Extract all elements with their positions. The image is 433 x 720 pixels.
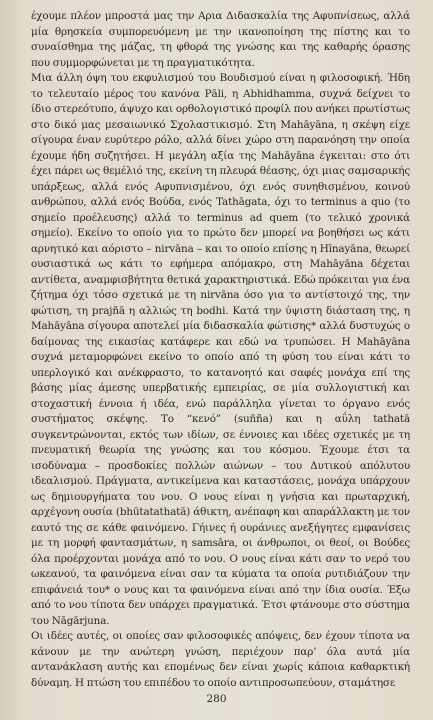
paragraph-2: Μια άλλη όψη του εκφυλισμού του Βουδισμού είναι η φιλοσοφική. Ήδη το τελευταίο μέρος του κανόνα Pāli, η Abhidhamma, συχνά δείχνει το ίδιο στερεότυπο, άψυχο και ορθολογιστικό προφίλ που ανήκει πρωτίστως στο δικό μας μεσαιωνικό Σχολαστικισμό. Στη Mahāyāna, η σκέψη είχε σίγουρα έναν ευρύτερο ρόλο, αλλά δίνει χώρο στη παρανόηση την οποία έχουμε ήδη συζητήσει. Η μεγάλη αξία της Mahāyāna έγκειται: στο ότι έχει πάρει ως θεμέλιό της, εκείνη τη πλευρά θέασης, όχι μιας σαμσαρικής υπάρξεως, αλλά ενός Αφυπνισμένου, όχι ενός συνηθισμένου, κοινού ανθρώπου, αλλά ενός Βούδα, ενός Tathāgata, όχι το terminus a quo (το σημείο προέλευσης) αλλά το terminus ad quem (το τελικό χρονικά σημείο). Εκείνο το οποίο για το πρώτο δεν μπορεί να βοηθήσει ως κάτι αρνητικό και αόριστο – nirvāna – και το οποίο επίσης η Hīnayāna, θεωρεί ουσιαστικά ως κάτι το εφήμερα απόμακρο, στη Mahāyāna δέχεται αντίθετα, αναμφισβήτητα θετικά χαρακτηριστικά. Εδώ πρόκειται για ένα ζήτημα όχι τόσο σχετικά με τη nirvāna όσο για το αντίστοιχό της, την φώτιση, τη prajñā η αλλιώς τη bodhi. Κατά την ύψιστη διάσταση της, η Mahāyāna σίγουρα αποτελεί μία διδασκαλία φώτισης* αλλά δυστυχώς ο δαίμονας της εικασίας κατάφερε και εδώ να τρυπώσει. Η Mahāyāna συχνά μεταμορφώνει εκείνο το οποίο από τη φύση του είναι κάτι το υπερλογικό και ανέκφραστο, το κατανοητό και σαφές μονάχα επί της βάσης μίας άμεσης υπερβατικής εμπειρίας, σε μία συλλογιστική και στοχαστική έννοια ή ιδέα, ενώ παράλληλα γίνεται το όργανο ενός συστήματος σκέψης. Το “κενό” (suñña) και η αΰλη tathatā συγκεντρώνονται, εκτός των ιδίων, σε έννοιες και ιδέες σχετικές με τη πνευματική θεωρία της γνώσης και του κόσμου. Έχουμε έτσι τα ισοδύναμα – προσδοκίες πολλών αιώνων – του Δυτικού απόλυτου ιδεαλισμού. Πράγματα, αντικείμενα και καταστάσεις, μονάχα υπάρχουν ως δημιουργήματα του νου. Ο νους είναι η γνήσια και πρωταρχική, αρχέγονη ουσία (bhūtatathatā) άθικτη, ανέπαφη και απαράλλακτη με τον εαυτό της σε κάθε φαινόμενο. Γήινες ή ουράνιες ανεξήγητες εμφανίσεις με τη μορφή φαντασμάτων, η samsāra, οι άνθρωποι, οι θεοί, οι Βούδες όλα προέρχονται μονάχα από το νου. Ο νους είναι κάτι σαν το νερό του ωκεανού, τα φαινόμενα είναι σαν τα κύματα τα οποία ρυτιδιάζουν την επιφάνειά του* ο νους και τα φαινόμενα είναι από την ίδια ουσία. Έξω από το νου τίποτα δεν υπάρχει πραγματικά. Έτσι φτάνουμε στο σύστημα του Nāgārjuna. — [31, 72, 410, 627]
paragraph-1: έχουμε πλέον μπροστά μας την Αρια Διδασκαλία της Αφυπνίσεως, αλλά μία θρησκεία συμπορευόμενη με την ικανοποίηση της πίστης και το συναίσθημα της μάζας, τη φθορά της γνώσης και της καθαρής όρασης που συμμορφώνεται με τη πραγματικότητα. — [31, 10, 410, 69]
paragraph-3: Οι ιδέες αυτές, οι οποίες σαν φιλοσοφικές απόψεις, δεν έχουν τίποτα να κάνουν με την ανώτερη γνώση, περιέχουν παρ’ όλα αυτά μία αντανάκλαση αυτής και επομένως δεν είναι χωρίς κάποια καθαρκτική δύναμη. Η πτώση του επιπέδου το οποίο αντιπροσωπεύουν, σταμάτησε — [31, 630, 410, 689]
page-body-text — [31, 9, 410, 691]
page-number: 280 — [206, 693, 227, 705]
